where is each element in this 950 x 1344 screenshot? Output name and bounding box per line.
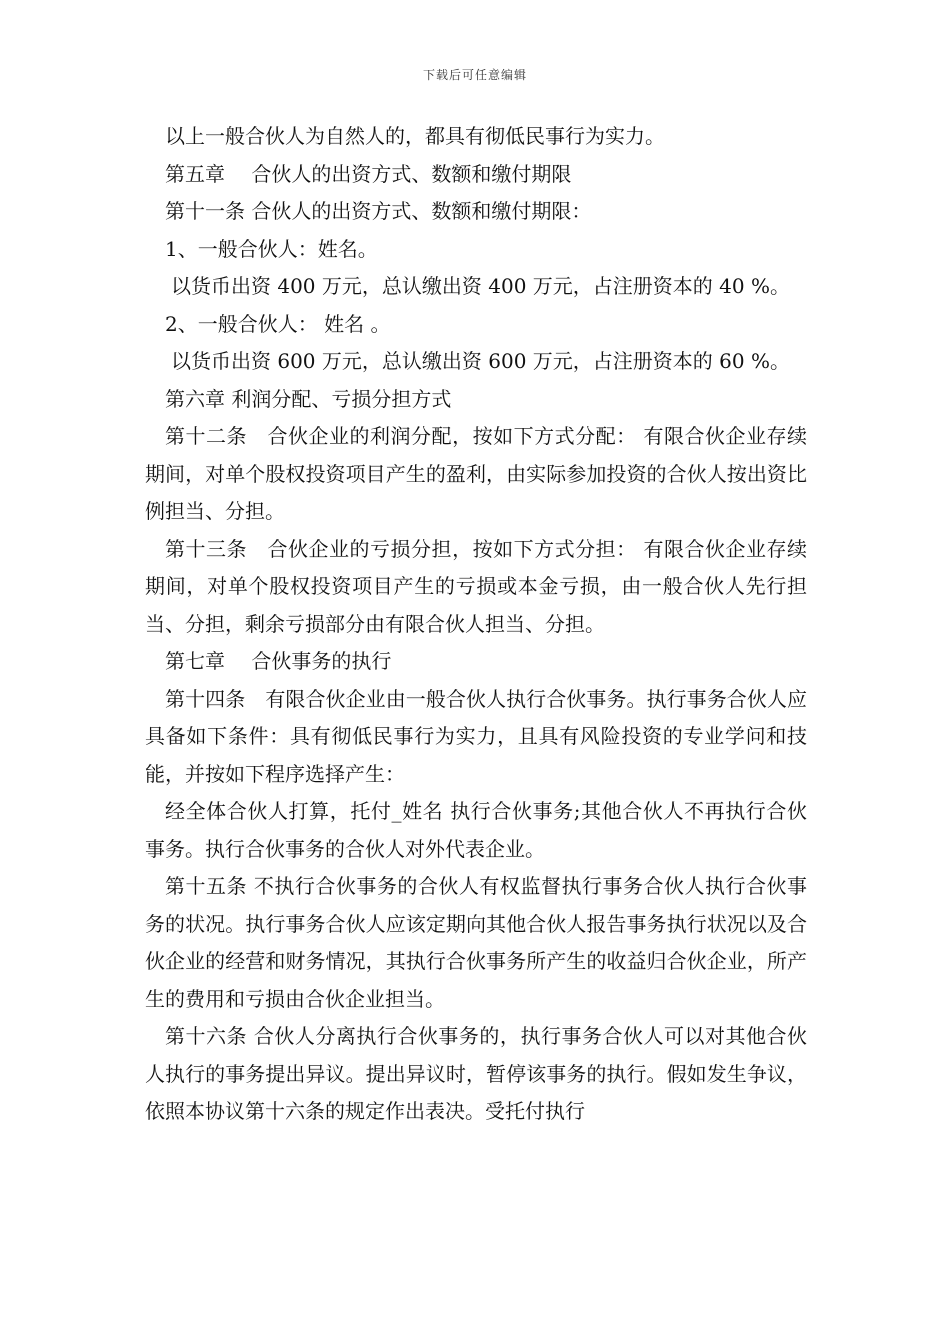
page-header: 下载后可任意编辑 bbox=[422, 68, 527, 82]
chapter-7-heading: 第七章 合伙事务的执行 bbox=[165, 649, 392, 673]
chapter-6-heading: 第六章 利润分配、亏损分担方式 bbox=[165, 386, 452, 411]
partner-2-name: 2、一般合伙人： 姓名 。 bbox=[165, 311, 391, 336]
article-14: 第十四条 有限合伙企业由一般合伙人执行合伙事务。执行事务合伙人应具备如下条件：具有彻低民事行为实力，且具有风险投资的专业学问和技能，并按如下程序选择产生： bbox=[145, 686, 807, 786]
article-15: 第十五条 不执行合伙事务的合伙人有权监督执行事务合伙人执行合伙事务的状况。执行事务合伙人应该定期向其他合伙人报告事务执行状况以及合伙企业的经营和财务情况，其执行合伙事务所产生的收益归合伙企业，所产生的费用和亏损由合伙企业担当。 bbox=[145, 874, 807, 1011]
document-body bbox=[145, 118, 807, 1131]
article-12: 第十二条 合伙企业的利润分配，按如下方式分配： 有限合伙企业存续期间，对单个股权投资项目产生的盈利，由实际参加投资的合伙人按出资比例担当、分担。 bbox=[145, 424, 807, 523]
partner-1-contribution: 以货币出资 400 万元，总认缴出资 400 万元，占注册资本的 40 %。 bbox=[171, 274, 790, 298]
article-11-heading: 第十一条 合伙人的出资方式、数额和缴付期限： bbox=[165, 199, 592, 223]
article-13: 第十三条 合伙企业的亏损分担，按如下方式分担： 有限合伙企业存续期间，对单个股权投资项目产生的亏损或本金亏损，由一般合伙人先行担当、分担，剩余亏损部分由有限合伙人担当、分担。 bbox=[145, 536, 807, 636]
partner-1-name: 1、一般合伙人：姓名。 bbox=[165, 236, 378, 261]
partner-2-contribution: 以货币出资 600 万元，总认缴出资 600 万元，占注册资本的 60 %。 bbox=[171, 349, 790, 373]
article-16: 第十六条 合伙人分离执行合伙事务的，执行事务合伙人可以对其他合伙人执行的事务提出异议。提出异议时，暂停该事务的执行。假如发生争议，依照本协议第十六条的规定作出表决。受托付执行 bbox=[145, 1024, 807, 1123]
article-14-appointment: 经全体合伙人打算，托付_姓名 执行合伙事务;其他合伙人不再执行合伙事务。执行合伙事务的合伙人对外代表企业。 bbox=[145, 799, 807, 861]
chapter-5-heading: 第五章 合伙人的出资方式、数额和缴付期限 bbox=[165, 161, 572, 186]
paragraph-natural-person-capacity: 以上一般合伙人为自然人的，都具有彻低民事行为实力。 bbox=[165, 124, 665, 148]
